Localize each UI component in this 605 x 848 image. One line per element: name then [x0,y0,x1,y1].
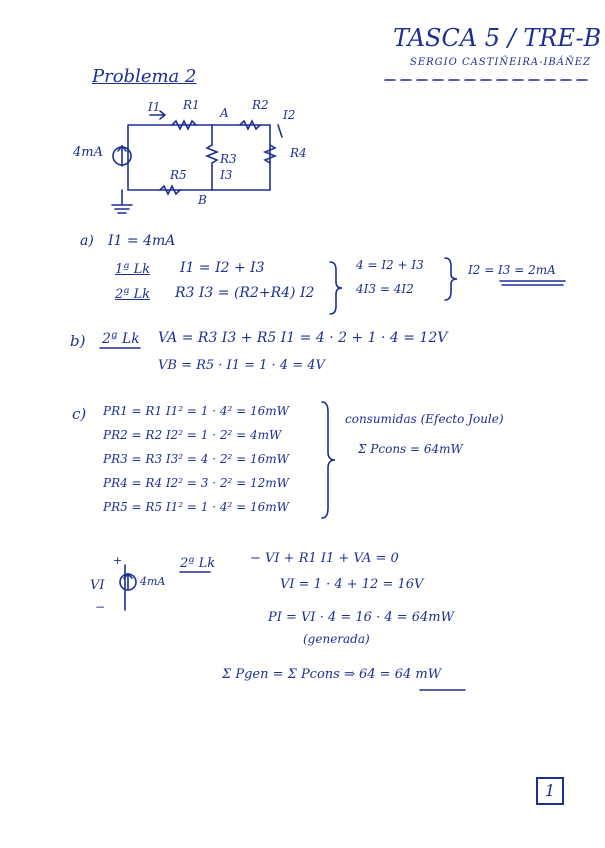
part-a-result: I2 = I3 = 2mA [468,263,556,277]
part-d-eq2: VI = 1 · 4 + 12 = 16V [280,577,424,592]
part-a-row2-eq: R3 I3 = (R2+R4) I2 [175,285,315,301]
circuit-r3-label: R3 [220,152,237,166]
part-d-vi-label: VI [90,578,105,593]
circuit-i1-label: I1 [148,100,161,114]
circuit-loop [128,125,270,190]
part-c-line-1: PR1 = R1 I1² = 1 · 4² = 16mW [103,404,289,418]
part-c-line-4: PR4 = R4 I2² = 3 · 2² = 12mW [103,476,289,490]
problem-title: Problema 2 [92,66,197,87]
part-a-system-eq2: 4I3 = 4I2 [356,282,414,296]
circuit-node-a-label: A [220,106,229,120]
part-b-eq1: VA = R3 I3 + R5 I1 = 4 · 2 + 1 · 4 = 12V [158,330,448,346]
part-b-tag: 2ª Lk [102,331,140,347]
part-d-final: Σ Pgen = Σ Pcons ⇒ 64 = 64 mW [222,667,442,682]
circuit-r4-label: R4 [290,146,307,160]
result-underline [500,281,565,285]
part-a-given: I1 = 4mA [108,233,176,249]
part-a-label: a) [80,233,94,249]
part-a-row1-tag: 1ª Lk [115,262,151,277]
circuit-node-b-label: B [198,193,207,207]
circuit-i2-label: I2 [283,108,296,122]
brace-a1 [330,262,342,314]
part-b-label: b) [70,332,86,350]
assignment-title: TASCA 5 / TRE-B [393,24,602,52]
part-d-plus: + [113,554,123,567]
part-d-eq3-note: (generada) [303,632,370,646]
part-c-sum: Σ Pcons = 64mW [358,442,463,456]
part-c-line-2: PR2 = R2 I2² = 1 · 2² = 4mW [103,428,282,442]
part-b-eq2: VB = R5 · I1 = 1 · 4 = 4V [158,358,325,373]
part-d-source-label: 4mA [140,575,166,588]
part-a-row1-eq: I1 = I2 + I3 [180,260,265,276]
circuit-r2-label: R2 [252,98,269,112]
circuit-r5-label: R5 [170,168,187,182]
ground-symbol [112,190,132,213]
resistor-r3 [207,125,217,190]
part-a-system-eq1: 4 = I2 + I3 [356,258,424,272]
part-c-line-3: PR3 = R3 I3² = 4 · 2² = 16mW [103,452,289,466]
part-d-tag: 2ª Lk [180,556,216,571]
part-d-eq1: − VI + R1 I1 + VA = 0 [250,551,399,566]
arrow-i2 [278,125,282,137]
page-number: 1 [536,777,564,805]
part-c-label: c) [72,405,87,423]
part-d-minus: − [95,600,106,614]
part-c-note: consumidas (Efecto Joule) [345,412,504,426]
brace-c [322,402,335,518]
circuit-source-label: 4mA [73,145,103,160]
circuit-r1-label: R1 [183,98,200,112]
author-name: SERGIO CASTIÑEIRA-IBÁÑEZ [410,57,591,68]
part-d-eq3: PI = VI · 4 = 16 · 4 = 64mW [268,610,454,625]
part-a-row2-tag: 2ª Lk [115,287,151,302]
part-c-line-5: PR5 = R5 I1² = 1 · 4² = 16mW [103,500,289,514]
circuit-i3-label: I3 [220,168,233,182]
brace-a2 [445,258,457,300]
